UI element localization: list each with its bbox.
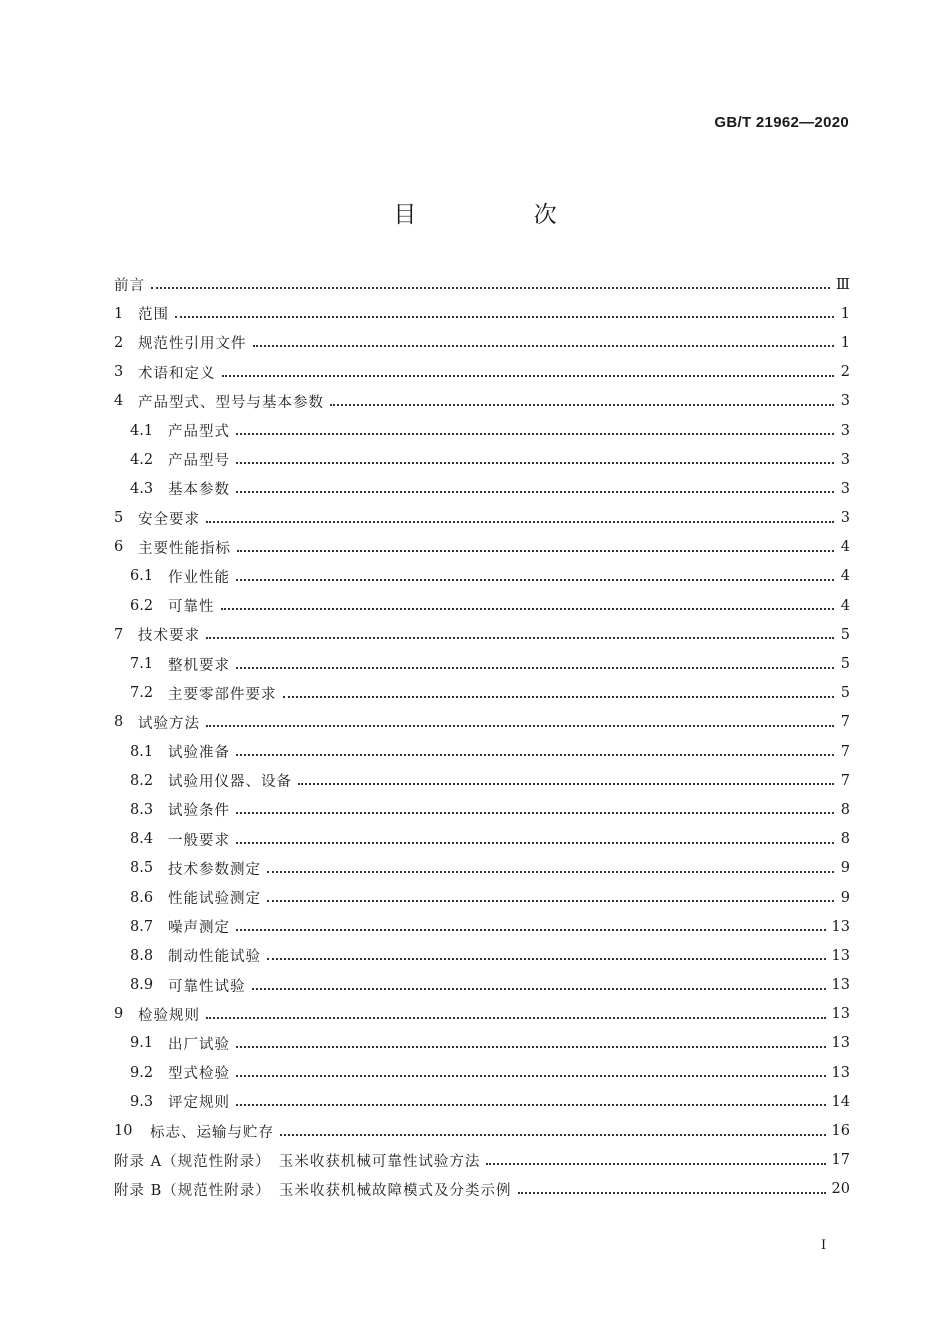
dot-leader	[267, 899, 834, 902]
toc-entry-page: 3	[840, 480, 850, 497]
toc-entry[interactable]	[114, 679, 850, 708]
toc-entry-label: 可靠性试验	[168, 978, 246, 995]
standard-code: GB/T 21962—2020	[714, 114, 849, 131]
toc-entry[interactable]	[114, 941, 850, 970]
toc-entry-label: 出厂试验	[168, 1036, 230, 1053]
toc-entry[interactable]	[114, 562, 850, 591]
page-number: Ⅰ	[821, 1238, 827, 1253]
toc-entry[interactable]	[114, 387, 850, 416]
toc-entry-label: 技术要求	[138, 628, 200, 645]
toc-entry-label: 可靠性	[168, 599, 215, 616]
toc-entry-page: 14	[831, 1093, 850, 1110]
toc-entry-page: 13	[831, 1006, 850, 1023]
toc-entry-number: 9.2	[130, 1064, 154, 1081]
toc-entry[interactable]	[114, 1087, 850, 1116]
dot-leader	[486, 1162, 825, 1165]
dot-leader	[222, 374, 835, 377]
toc-entry-label: 试验条件	[168, 803, 230, 820]
toc-entry-number: 8.2	[130, 772, 154, 789]
dot-leader	[206, 1016, 826, 1019]
toc-entry-page: 9	[840, 889, 850, 906]
toc-entry-label: 安全要求	[138, 511, 200, 528]
toc-entry[interactable]	[114, 328, 850, 357]
toc-entry-label: 一般要求	[168, 832, 230, 849]
dot-leader	[267, 957, 826, 960]
toc-entry-page: 7	[840, 772, 850, 789]
dot-leader	[298, 782, 834, 785]
toc-entry-number: 4.2	[130, 451, 154, 468]
toc-entry[interactable]	[114, 358, 850, 387]
toc-entry[interactable]	[114, 299, 850, 328]
toc-entry-label: 制动性能试验	[168, 949, 261, 966]
toc-entry[interactable]	[114, 270, 850, 299]
dot-leader	[175, 315, 834, 318]
toc-entry-label: 型式检验	[168, 1066, 230, 1083]
toc-entry-label: 技术参数测定	[168, 861, 261, 878]
toc-entry[interactable]	[114, 854, 850, 883]
toc-entry[interactable]	[114, 795, 850, 824]
dot-leader	[206, 636, 834, 639]
toc-entry-number: 9.3	[130, 1093, 154, 1110]
toc-entry-number: 8.4	[130, 831, 154, 848]
toc-entry[interactable]	[114, 1116, 850, 1145]
toc-entry-number: 8	[114, 714, 124, 731]
toc-entry-page: 13	[831, 947, 850, 964]
toc-entry-page: 2	[840, 364, 850, 381]
dot-leader	[236, 928, 826, 931]
toc-entry-page: 5	[840, 656, 850, 673]
toc-entry-label: 整机要求	[168, 657, 230, 674]
dot-leader	[330, 403, 834, 406]
toc-entry-label: 基本参数	[168, 482, 230, 499]
dot-leader	[236, 1045, 826, 1048]
toc-entry-page: 4	[840, 568, 850, 585]
toc-entry[interactable]	[114, 649, 850, 678]
dot-leader	[267, 870, 834, 873]
toc-entry-page: 1	[840, 334, 850, 351]
toc-entry-label: 术语和定义	[138, 365, 216, 382]
toc-entry-label: 前言	[114, 278, 145, 295]
toc-entry-number: 8.1	[130, 743, 154, 760]
toc-entry-label: 试验准备	[168, 745, 230, 762]
toc-entry[interactable]	[114, 1058, 850, 1087]
dot-leader	[236, 811, 834, 814]
toc-entry-page: 8	[840, 801, 850, 818]
toc-entry-number: 8.5	[130, 860, 154, 877]
dot-leader	[236, 666, 834, 669]
toc-entry-label: 评定规则	[168, 1095, 230, 1112]
toc-entry-label: 噪声测定	[168, 920, 230, 937]
toc-entry-label: 主要零部件要求	[168, 686, 277, 703]
toc-entry-page: 13	[831, 977, 850, 994]
dot-leader	[237, 549, 834, 552]
toc-entry-number: 8.7	[130, 918, 154, 935]
dot-leader	[206, 724, 834, 727]
toc-entry-number: 6	[114, 539, 124, 556]
toc-entry-label: 检验规则	[138, 1007, 200, 1024]
toc-entry[interactable]	[114, 1029, 850, 1058]
toc-entry-number: 7.2	[130, 685, 154, 702]
toc-entry[interactable]	[114, 971, 850, 1000]
toc-entry-page: 3	[840, 451, 850, 468]
toc-entry-page: 20	[831, 1181, 850, 1198]
toc-entry-number: 8.3	[130, 801, 154, 818]
toc-entry-page: 17	[831, 1152, 850, 1169]
toc-entry[interactable]	[114, 766, 850, 795]
toc-entry-label: 范围	[138, 307, 169, 324]
dot-leader	[236, 1074, 826, 1077]
toc-entry-number: 4	[114, 393, 124, 410]
toc-entry-number: 6.1	[130, 568, 154, 585]
toc-entry[interactable]	[114, 1146, 850, 1175]
toc-entry[interactable]	[114, 591, 850, 620]
toc-entry-number: 9	[114, 1006, 124, 1023]
toc-entry-page: 7	[840, 743, 850, 760]
dot-leader	[151, 286, 830, 289]
toc-entry-page: 16	[831, 1123, 850, 1140]
toc-entry-label: 主要性能指标	[138, 540, 231, 557]
toc-entry-page: 3	[840, 422, 850, 439]
toc-entry-label: 附录 A（规范性附录） 玉米收获机械可靠性试验方法	[114, 1153, 481, 1170]
dot-leader	[236, 490, 834, 493]
dot-leader	[221, 607, 835, 610]
toc-entry-page: 4	[840, 597, 850, 614]
toc-entry-page: 4	[840, 539, 850, 556]
toc-entry-page: 13	[831, 1064, 850, 1081]
dot-leader	[253, 344, 835, 347]
toc-entry[interactable]	[114, 504, 850, 533]
toc-entry-number: 5	[114, 510, 124, 527]
dot-leader	[206, 520, 834, 523]
toc-entry-number: 1	[114, 305, 124, 322]
toc-entry-number: 6.2	[130, 597, 154, 614]
toc-entry-number: 7	[114, 626, 124, 643]
toc-entry-label: 作业性能	[168, 569, 230, 586]
toc-entry-label: 产品型号	[168, 453, 230, 470]
dot-leader	[236, 432, 834, 435]
dot-leader	[283, 695, 835, 698]
dot-leader	[280, 1133, 826, 1136]
dot-leader	[252, 987, 826, 990]
toc-entry-number: 3	[114, 364, 124, 381]
toc-entry-number: 8.6	[130, 889, 154, 906]
toc-entry[interactable]	[114, 445, 850, 474]
toc-entry-label: 规范性引用文件	[138, 336, 247, 353]
toc-entry-page: 3	[840, 393, 850, 410]
toc-entry[interactable]	[114, 825, 850, 854]
toc-entry-number: 8.9	[130, 977, 154, 994]
toc-entry-label: 标志、运输与贮存	[150, 1124, 274, 1141]
toc-entry-label: 产品型式、型号与基本参数	[138, 394, 324, 411]
toc-entry-number: 9.1	[130, 1035, 154, 1052]
toc-entry-page: 1	[840, 305, 850, 322]
dot-leader	[236, 578, 834, 581]
toc-entry-number: 8.8	[130, 947, 154, 964]
dot-leader	[236, 461, 834, 464]
toc-entry-number: 10	[114, 1123, 133, 1140]
dot-leader	[236, 1103, 826, 1106]
toc-entry-number: 7.1	[130, 656, 154, 673]
toc-entry-label: 产品型式	[168, 424, 230, 441]
toc-entry[interactable]	[114, 737, 850, 766]
toc-entry[interactable]	[114, 533, 850, 562]
toc-entry[interactable]	[114, 1000, 850, 1029]
table-of-contents	[114, 270, 850, 1204]
page-title: 目 次	[393, 202, 612, 228]
toc-entry[interactable]	[114, 912, 850, 941]
toc-entry-label: 试验方法	[138, 715, 200, 732]
toc-entry-page: 7	[840, 714, 850, 731]
toc-entry-page: 13	[831, 918, 850, 935]
toc-entry[interactable]	[114, 1175, 850, 1204]
toc-entry-page: 9	[840, 860, 850, 877]
toc-entry-label: 性能试验测定	[168, 891, 261, 908]
toc-entry[interactable]	[114, 474, 850, 503]
toc-entry-label: 附录 B（规范性附录） 玉米收获机械故障模式及分类示例	[114, 1182, 512, 1199]
toc-entry-page: 5	[840, 626, 850, 643]
toc-entry-page: Ⅲ	[836, 276, 850, 293]
dot-leader	[518, 1191, 826, 1194]
toc-entry-number: 4.3	[130, 480, 154, 497]
toc-entry[interactable]	[114, 416, 850, 445]
toc-entry[interactable]	[114, 708, 850, 737]
dot-leader	[236, 841, 834, 844]
toc-entry-page: 13	[831, 1035, 850, 1052]
dot-leader	[236, 753, 834, 756]
toc-entry-number: 4.1	[130, 422, 154, 439]
toc-entry-label: 试验用仪器、设备	[168, 774, 292, 791]
toc-entry[interactable]	[114, 620, 850, 649]
toc-entry-page: 3	[840, 510, 850, 527]
toc-entry[interactable]	[114, 883, 850, 912]
toc-entry-page: 5	[840, 685, 850, 702]
toc-entry-page: 8	[840, 831, 850, 848]
toc-entry-number: 2	[114, 334, 124, 351]
